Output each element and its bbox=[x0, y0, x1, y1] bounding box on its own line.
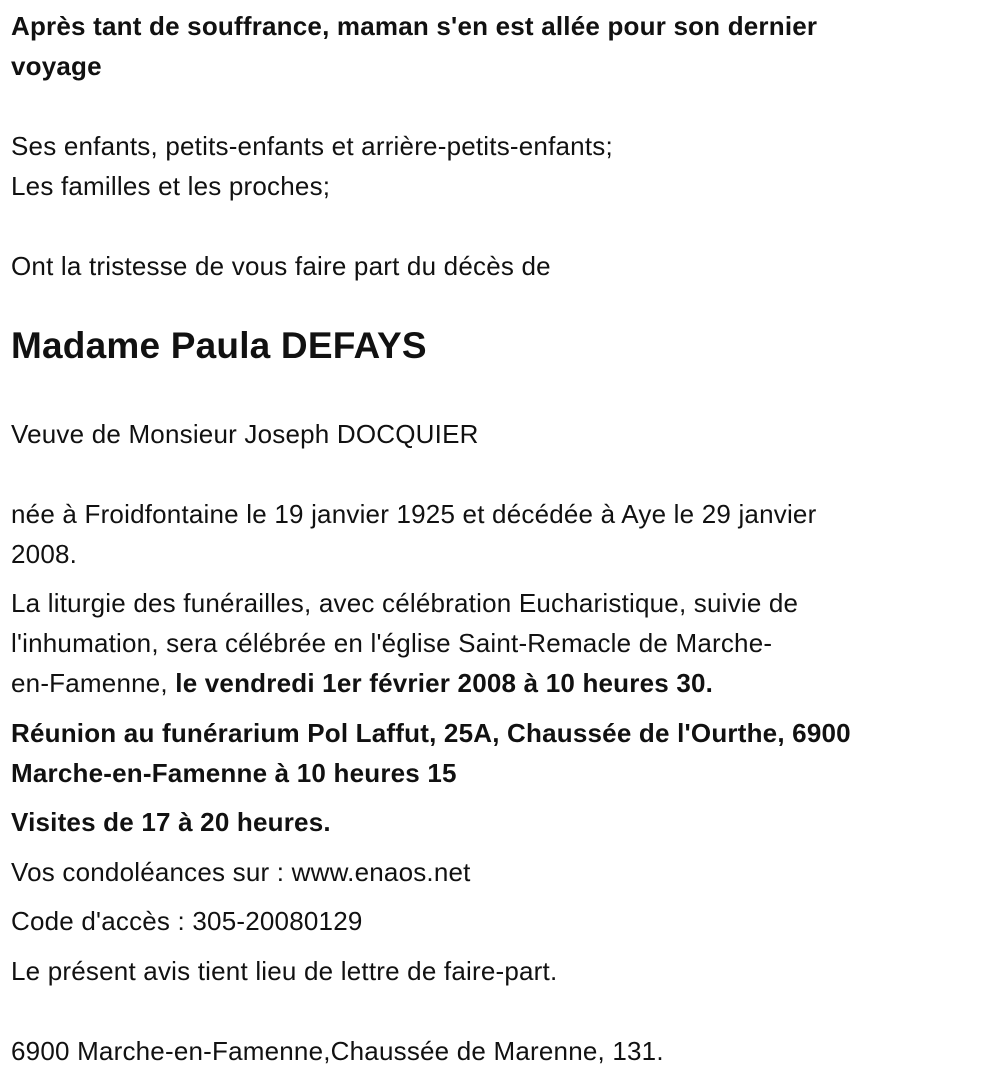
liturgy-line-3 bbox=[11, 663, 940, 703]
liturgy-location-suffix: en-Famenne, bbox=[11, 668, 176, 698]
family-line-1: Ses enfants, petits-enfants et arrière-petits-enfants; bbox=[11, 131, 613, 161]
liturgy-line-2: l'inhumation, sera célébrée en l'église Saint-Remacle de Marche- bbox=[11, 628, 773, 658]
birth-death-line-1: née à Froidfontaine le 19 janvier 1925 et décédée à Aye le 29 janvier bbox=[11, 499, 817, 529]
announcement-text: Ont la tristesse de vous faire part du décès de bbox=[11, 251, 551, 281]
funeral-datetime: le vendredi 1er février 2008 à 10 heures 30. bbox=[175, 668, 714, 698]
intro-heading-line-2: voyage bbox=[11, 51, 102, 81]
birth-death-line-2: 2008. bbox=[11, 539, 78, 569]
deceased-name: Madame Paula DEFAYS bbox=[11, 325, 427, 366]
condolences-label: Vos condoléances sur : bbox=[11, 857, 292, 887]
widow-of-text: Veuve de Monsieur Joseph DOCQUIER bbox=[11, 419, 479, 449]
family-line-2: Les familles et les proches; bbox=[11, 171, 331, 201]
liturgy-line-1: La liturgie des funérailles, avec célébration Eucharistique, suivie de bbox=[11, 588, 799, 618]
condolences-link[interactable]: www.enaos.net bbox=[291, 857, 471, 887]
meeting-line-1: Réunion au funérarium Pol Laffut, 25A, Chaussée de l'Ourthe, 6900 bbox=[11, 718, 851, 748]
meeting-line-2: Marche-en-Famenne à 10 heures 15 bbox=[11, 758, 457, 788]
condolences-line bbox=[11, 852, 940, 892]
access-code: Code d'accès : 305-20080129 bbox=[11, 906, 363, 936]
family-address: 6900 Marche-en-Famenne,Chaussée de Marenne, 131. bbox=[11, 1036, 664, 1066]
visits-info: Visites de 17 à 20 heures. bbox=[11, 807, 331, 837]
intro-heading-line-1: Après tant de souffrance, maman s'en est allée pour son dernier bbox=[11, 11, 818, 41]
notice-statement: Le présent avis tient lieu de lettre de faire-part. bbox=[11, 956, 558, 986]
